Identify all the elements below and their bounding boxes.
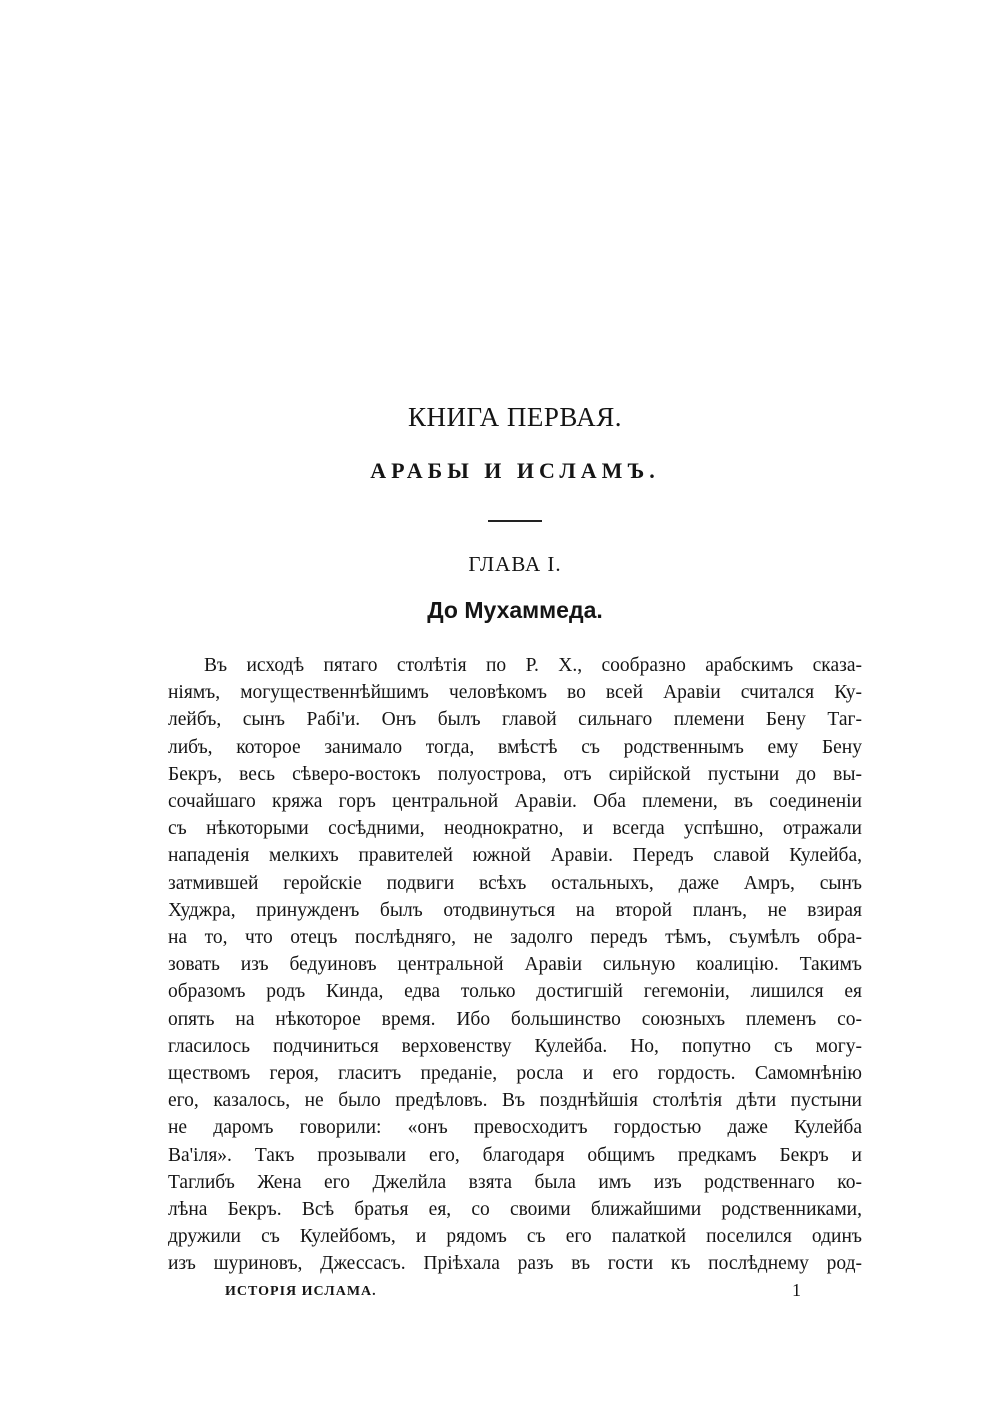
body-line: образомъ родъ Кинда, едва только достигшій гегемоніи, лишился ея [168, 981, 862, 1003]
body-line: Бекръ, весь сѣверо-востокъ полуострова, отъ сирійской пустыни до вы- [168, 763, 862, 785]
body-line: зовать изъ бедуиновъ центральной Аравіи сильную коалицію. Такимъ [168, 954, 862, 976]
body-line: изъ шуриновъ, Джессасъ. Пріѣхала разъ въ гости къ послѣднему род- [168, 1253, 862, 1275]
book-title: КНИГА ПЕРВАЯ. [408, 402, 622, 432]
body-line: сочайшаго кряжа горъ центральной Аравіи. Оба племени, въ соединеніи [168, 791, 862, 813]
body-line: ществомъ героя, гласитъ преданіе, росла и его гордость. Самомнѣнію [168, 1063, 862, 1085]
body-line: Въ исходѣ пятаго столѣтія по Р. X., сообразно арабскимъ сказа- [204, 655, 862, 676]
body-line: затмившей геройскіе подвиги всѣхъ остальныхъ, даже Амръ, сынъ [168, 872, 862, 894]
footer-signature: ИСТОРІЯ ИСЛАМА. [225, 1284, 377, 1299]
body-line: Ва'іля». Такъ прозывали его, благодаря общимъ предкамъ Бекръ и [168, 1144, 862, 1166]
page-number: 1 [792, 1280, 801, 1300]
body-line: Таглибъ Жена его Джелйла взята была имъ изъ родственнаго ко- [168, 1171, 862, 1193]
book-subtitle: АРАБЫ И ИСЛАМЪ. [370, 458, 660, 483]
body-line: его, казалось, не было предѣловъ. Въ позднѣйшія столѣтія дѣти пустыни [168, 1090, 862, 1112]
body-line: гласилось подчиниться верховенству Кулейба. Но, попутно съ могу- [168, 1035, 862, 1057]
body-line: на то, что отецъ послѣдняго, не задолго передъ тѣмъ, съумѣлъ обра- [168, 927, 862, 949]
body-line: ніямъ, могущественнѣйшимъ человѣкомъ во всей Аравіи считался Ку- [168, 682, 862, 704]
body-line: либъ, которое занимало тогда, вмѣстѣ съ родственнымъ ему Бену [168, 736, 862, 758]
body-line: нападенія мелкихъ правителей южной Аравіи. Передъ славой Кулейба, [168, 845, 862, 867]
divider-rule [488, 520, 542, 522]
body-line: дружили съ Кулейбомъ, и рядомъ съ его палаткой поселился одинъ [168, 1226, 862, 1248]
body-line: лейбъ, сынъ Рабі'и. Онъ былъ главой сильнаго племени Бену Таг- [168, 709, 862, 731]
body-line: съ нѣкоторыми сосѣдними, неоднократно, и всегда успѣшно, отражали [168, 818, 862, 840]
body-line: не даромъ говорили: «онъ превосходитъ гордостью даже Кулейба [168, 1117, 862, 1139]
chapter-title: До Мухаммеда. [427, 597, 603, 623]
body-text [168, 652, 862, 1278]
body-line: лѣна Бекръ. Всѣ братья ея, со своими ближайшими родственниками, [168, 1199, 862, 1221]
body-line: опять на нѣкоторое время. Ибо большинство союзныхъ племенъ со- [168, 1008, 862, 1030]
body-line: Худжра, принужденъ былъ отодвинуться на второй планъ, не взирая [168, 899, 862, 921]
chapter-label: ГЛАВА I. [468, 552, 562, 576]
